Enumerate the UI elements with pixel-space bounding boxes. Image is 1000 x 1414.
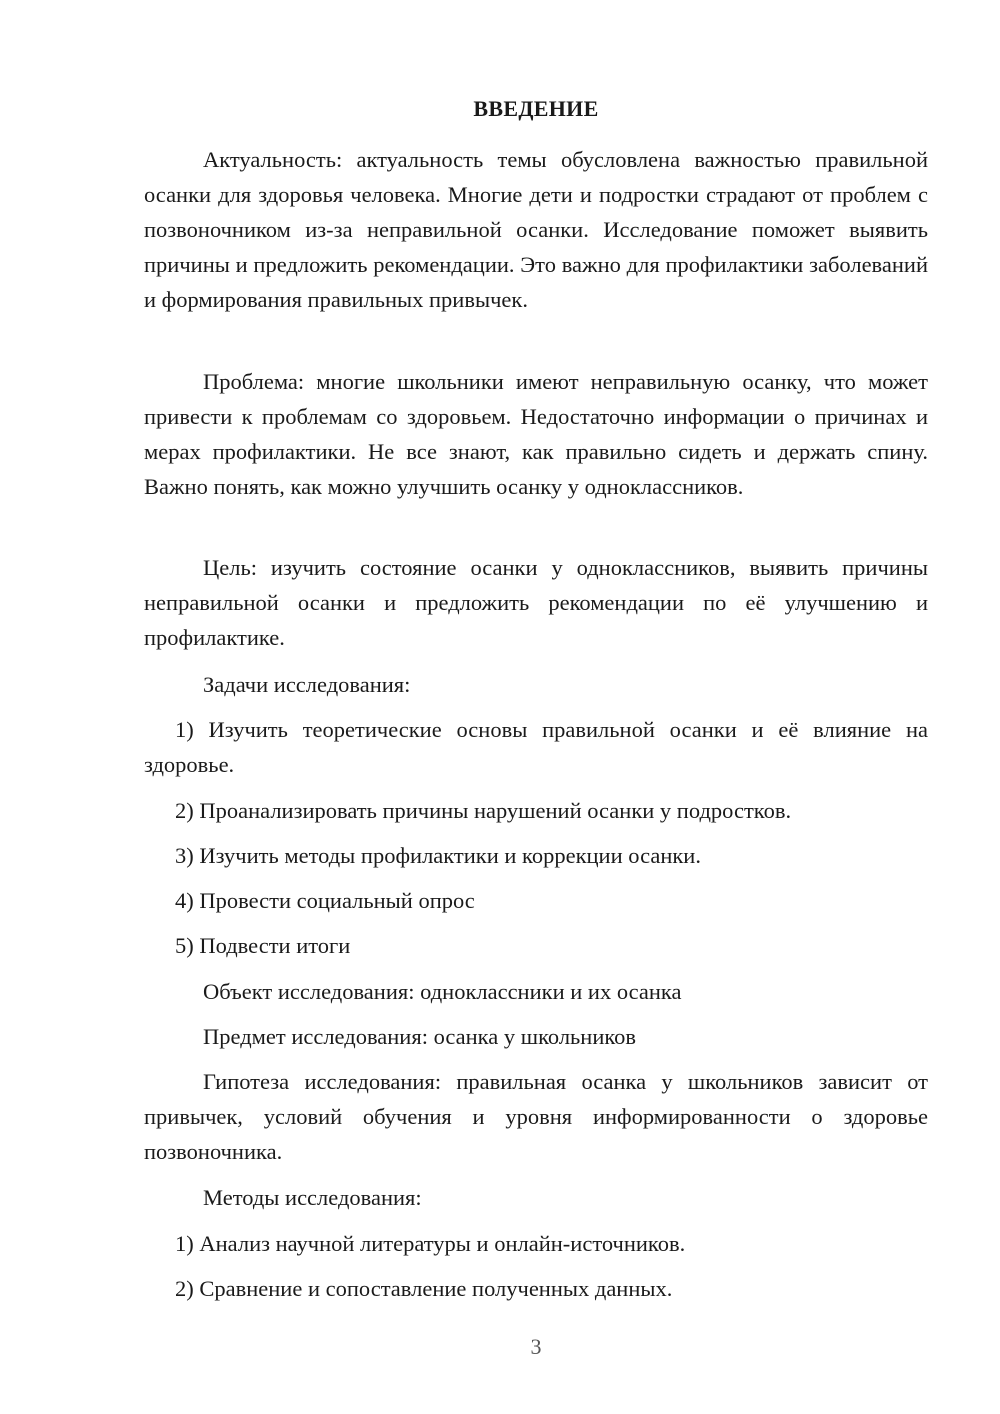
task-item-1: 1) Изучить теоретические основы правильной осанки и её влияние на здоровье. xyxy=(144,717,928,777)
task-item-4: 4) Провести социальный опрос xyxy=(175,888,475,913)
relevance-paragraph: Актуальность: актуальность темы обусловлена важностью правильной осанки для здоровья человека. Многие дети и подростки страдают от проблем с позвоночником из-за неправильной осанки. Исследование поможет выявить причины и предложить рекомендации. Это важно для профилактики заболеваний и формирования правильных привычек. xyxy=(144,147,928,312)
methods-heading: Методы исследования: xyxy=(203,1185,422,1210)
hypothesis-paragraph: Гипотеза исследования: правильная осанка у школьников зависит от привычек, условий обучения и уровня информированности о здоровье позвоночника. xyxy=(144,1069,928,1164)
method-item-1: 1) Анализ научной литературы и онлайн-источников. xyxy=(175,1231,686,1256)
method-item-2: 2) Сравнение и сопоставление полученных данных. xyxy=(175,1276,673,1301)
tasks-heading: Задачи исследования: xyxy=(203,672,411,697)
page-title: ВВЕДЕНИЕ xyxy=(473,96,599,121)
page-number: 3 xyxy=(530,1334,542,1359)
task-item-3: 3) Изучить методы профилактики и коррекции осанки. xyxy=(175,843,701,868)
task-item-5: 5) Подвести итоги xyxy=(175,933,351,958)
problem-paragraph: Проблема: многие школьники имеют неправильную осанку, что может привести к проблемам со здоровьем. Недостаточно информации о причинах и мерах профилактики. Не все знают, как правильно сидеть и держать спину. Важно понять, как можно улучшить осанку у одноклассников. xyxy=(144,369,928,499)
research-object: Объект исследования: одноклассники и их осанка xyxy=(203,979,682,1004)
goal-paragraph: Цель: изучить состояние осанки у одноклассников, выявить причины неправильной осанки и предложить рекомендации по её улучшению и профилактике. xyxy=(144,555,928,650)
research-subject: Предмет исследования: осанка у школьников xyxy=(203,1024,637,1049)
task-item-2: 2) Проанализировать причины нарушений осанки у подростков. xyxy=(175,798,792,823)
